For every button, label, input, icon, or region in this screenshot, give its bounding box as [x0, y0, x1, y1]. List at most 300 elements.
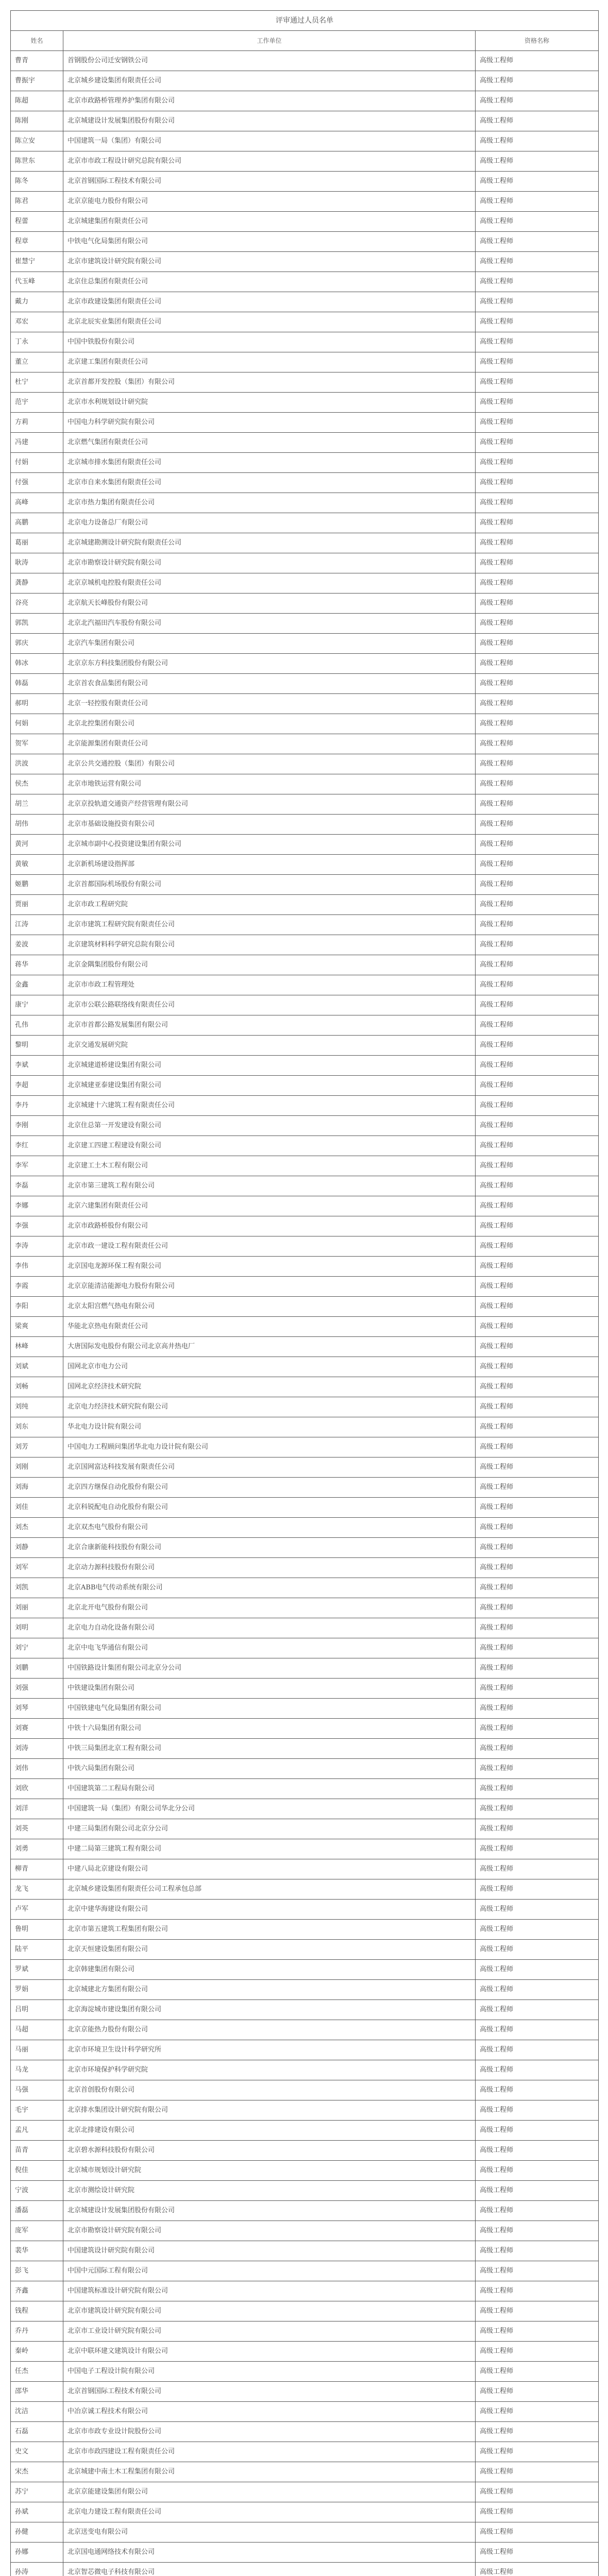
qualification-name: 高级工程师	[480, 1222, 514, 1230]
work-unit: 北京市勘察设计研究院有限公司	[63, 553, 476, 573]
person-name: 卢军	[11, 1900, 63, 1919]
person-name: 马强	[11, 2080, 63, 2100]
qualification-name: 高级工程师	[480, 2207, 514, 2214]
qualification-name: 高级工程师	[480, 1483, 514, 1491]
person-name: 罗斌	[11, 1960, 63, 1979]
person-name: 郭庆	[11, 634, 63, 653]
work-unit: 北京中建华海建设有限公司	[63, 1900, 476, 1919]
qualification-name: 高级工程师	[480, 137, 514, 145]
qualification-name: 高级工程师	[480, 1925, 514, 1933]
person-name: 贾丽	[11, 895, 63, 914]
table-row	[11, 2181, 598, 2201]
table-row	[11, 1558, 598, 1578]
table-row	[11, 2020, 598, 2040]
qualification-name: 高级工程师	[480, 1865, 514, 1873]
work-unit: 中国电力科学研究院有限公司	[63, 413, 476, 432]
table-row	[11, 1779, 598, 1799]
person-name: 秦岭	[11, 2342, 63, 2361]
table-row	[11, 1900, 598, 1920]
work-unit: 北京市热力集团有限责任公司	[63, 493, 476, 513]
person-name: 曹青	[11, 51, 63, 71]
person-name: 崔慧宁	[11, 252, 63, 272]
table-row	[11, 1679, 598, 1699]
person-name: 李强	[11, 1216, 63, 1236]
table-row	[11, 2362, 598, 2382]
work-unit: 北京城乡建设集团有限责任公司工程承包总部	[63, 1879, 476, 1899]
qualification-name: 高级工程师	[480, 1101, 514, 1109]
person-name: 孙健	[11, 2522, 63, 2542]
qualification-name: 高级工程师	[480, 1503, 514, 1511]
person-name: 冯建	[11, 433, 63, 452]
qualification-name: 高级工程师	[480, 2508, 514, 2516]
person-name: 程蕾	[11, 212, 63, 231]
table-row	[11, 1458, 598, 1478]
table-row	[11, 51, 598, 71]
table-row	[11, 2442, 598, 2462]
table-row	[11, 1216, 598, 1236]
person-name: 柳青	[11, 1859, 63, 1879]
person-name: 齐鑫	[11, 2281, 63, 2301]
qualification-name: 高级工程师	[480, 619, 514, 627]
person-name: 马龙	[11, 2060, 63, 2080]
person-name: 龙飞	[11, 1879, 63, 1899]
work-unit: 北京建工土木工程有限公司	[63, 1156, 476, 1176]
person-name: 裴华	[11, 2241, 63, 2261]
qualification-name: 高级工程师	[480, 358, 514, 366]
work-unit: 北京国电通网络技术有限公司	[63, 2543, 476, 2562]
table-row	[11, 1879, 598, 1900]
table-row	[11, 71, 598, 91]
work-unit: 北京市建筑工程研究院有限责任公司	[63, 915, 476, 935]
qualification-name: 高级工程师	[480, 459, 514, 466]
qualification-name: 高级工程师	[480, 2166, 514, 2174]
qualification-name: 高级工程师	[480, 1001, 514, 1009]
qualification-name: 高级工程师	[480, 539, 514, 547]
qualification-name: 高级工程师	[480, 2006, 514, 2013]
qualification-name: 高级工程师	[480, 378, 514, 386]
table-row	[11, 2462, 598, 2482]
person-name: 陈君	[11, 192, 63, 211]
table-row	[11, 594, 598, 614]
person-name: 龚静	[11, 573, 63, 593]
work-unit: 北京新机场建设指挥部	[63, 855, 476, 874]
qualification-name: 高级工程师	[480, 1684, 514, 1692]
person-name: 梁爽	[11, 1317, 63, 1336]
work-unit: 中铁三局集团北京工程有限公司	[63, 1739, 476, 1758]
person-name: 郝明	[11, 694, 63, 714]
person-name: 江涛	[11, 915, 63, 935]
qualification-name: 高级工程师	[480, 318, 514, 326]
work-unit: 北京双杰电气股份有限公司	[63, 1518, 476, 1537]
person-name: 刘欣	[11, 1779, 63, 1799]
qualification-name: 高级工程师	[480, 2428, 514, 2435]
table-row	[11, 1719, 598, 1739]
qualification-name: 高级工程师	[480, 2126, 514, 2134]
table-row	[11, 1498, 598, 1518]
table-row	[11, 453, 598, 473]
table-row	[11, 2321, 598, 2342]
work-unit: 北京首都国际机场股份有限公司	[63, 875, 476, 894]
person-name: 李磊	[11, 1176, 63, 1196]
qualification-name: 高级工程师	[480, 880, 514, 888]
person-name: 刘佳	[11, 1498, 63, 1517]
person-name: 吕明	[11, 2000, 63, 2020]
person-name: 刘丽	[11, 1598, 63, 1618]
person-name: 刘军	[11, 1558, 63, 1578]
qualification-name: 高级工程师	[480, 1744, 514, 1752]
qualification-name: 高级工程师	[480, 117, 514, 125]
person-name: 孙娜	[11, 2543, 63, 2562]
qualification-name: 高级工程师	[480, 197, 514, 205]
qualification-name: 高级工程师	[480, 1564, 514, 1571]
person-name: 钱程	[11, 2301, 63, 2321]
work-unit: 北京城建北方集团有限公司	[63, 1980, 476, 1999]
qualification-name: 高级工程师	[480, 921, 514, 928]
work-unit: 北京住总集团有限责任公司	[63, 272, 476, 292]
qualification-name: 高级工程师	[480, 2026, 514, 2033]
table-row	[11, 2482, 598, 2502]
table-row	[11, 2342, 598, 2362]
person-name: 陈世东	[11, 151, 63, 171]
person-name: 金鑫	[11, 975, 63, 995]
work-unit: 北京京能建设集团有限公司	[63, 2482, 476, 2502]
qualification-name: 高级工程师	[480, 1644, 514, 1652]
qualification-name: 高级工程师	[480, 2347, 514, 2355]
person-name: 潘磊	[11, 2201, 63, 2221]
work-unit: 北京碧水源科技股份有限公司	[63, 2141, 476, 2160]
qualification-name: 高级工程师	[480, 418, 514, 426]
table-row	[11, 252, 598, 272]
table-row	[11, 1739, 598, 1759]
work-unit: 北京科锐配电自动化股份有限公司	[63, 1498, 476, 1517]
work-unit: 北京市政建设集团有限责任公司	[63, 292, 476, 312]
work-unit: 北京京能热力股份有限公司	[63, 2020, 476, 2040]
work-unit: 北京建工集团有限责任公司	[63, 352, 476, 372]
person-name: 孔伟	[11, 1015, 63, 1035]
work-unit: 北京市政工程研究院	[63, 895, 476, 914]
person-name: 邓宏	[11, 312, 63, 332]
table-row	[11, 815, 598, 835]
qualification-name: 高级工程师	[480, 77, 514, 84]
qualification-name: 高级工程师	[480, 2488, 514, 2496]
qualification-name: 高级工程师	[480, 2287, 514, 2295]
work-unit: 北京市建筑设计研究院有限公司	[63, 252, 476, 272]
person-name: 刘明	[11, 1618, 63, 1638]
work-unit: 北京太阳宫燃气热电有限公司	[63, 1297, 476, 1316]
table-row	[11, 1638, 598, 1658]
work-unit: 北京市市政四建设工程有限责任公司	[63, 2442, 476, 2462]
work-unit: 北京市公联公路联络线有限责任公司	[63, 995, 476, 1015]
work-unit: 北京市政路桥股份有限公司	[63, 1216, 476, 1236]
table-row	[11, 2221, 598, 2241]
qualification-name: 高级工程师	[480, 1242, 514, 1250]
qualification-name: 高级工程师	[480, 1323, 514, 1330]
table-row	[11, 2080, 598, 2100]
person-name: 沈洁	[11, 2402, 63, 2421]
table-row	[11, 553, 598, 573]
person-name: 康宁	[11, 995, 63, 1015]
qualification-name: 高级工程师	[480, 217, 514, 225]
qualification-name: 高级工程师	[480, 1584, 514, 1591]
person-name: 李丹	[11, 1096, 63, 1115]
table-row	[11, 212, 598, 232]
work-unit: 北京市政路桥管理养护集团有限公司	[63, 91, 476, 111]
table-row	[11, 2241, 598, 2261]
table-header-row	[11, 31, 598, 51]
personnel-table	[10, 10, 599, 2576]
work-unit: 首钢股份公司迁安钢铁公司	[63, 51, 476, 71]
person-name: 陈刚	[11, 111, 63, 131]
work-unit: 大唐国际发电股份有限公司北京高井热电厂	[63, 1337, 476, 1357]
work-unit: 中国建筑第二工程局有限公司	[63, 1779, 476, 1799]
table-row	[11, 1357, 598, 1377]
work-unit: 北京市政一建设工程有限责任公司	[63, 1236, 476, 1256]
work-unit: 中国建筑一局（集团）有限公司	[63, 131, 476, 151]
person-name: 李红	[11, 1136, 63, 1156]
table-row	[11, 1598, 598, 1618]
table-row	[11, 1297, 598, 1317]
table-row	[11, 1759, 598, 1779]
table-row	[11, 2040, 598, 2060]
qualification-name: 高级工程师	[480, 1162, 514, 1170]
table-row	[11, 1839, 598, 1859]
person-name: 葛丽	[11, 533, 63, 553]
table-row	[11, 573, 598, 594]
person-name: 倪佳	[11, 2161, 63, 2180]
table-row	[11, 1960, 598, 1980]
person-name: 曹振宇	[11, 71, 63, 91]
work-unit: 北京建工四建工程建设有限公司	[63, 1136, 476, 1156]
qualification-name: 高级工程师	[480, 2548, 514, 2556]
work-unit: 中铁建设集团有限公司	[63, 1679, 476, 1698]
person-name: 刘强	[11, 1679, 63, 1698]
table-row	[11, 1518, 598, 1538]
work-unit: 中冶京诚工程技术有限公司	[63, 2402, 476, 2421]
work-unit: 北京国电龙源环保工程有限公司	[63, 1257, 476, 1276]
table-row	[11, 1819, 598, 1839]
work-unit: 北京国网富达科技发展有限责任公司	[63, 1458, 476, 1477]
work-unit: 北京送变电有限公司	[63, 2522, 476, 2542]
table-row	[11, 2201, 598, 2221]
person-name: 刘赛	[11, 1719, 63, 1738]
person-name: 李伟	[11, 1257, 63, 1276]
table-row	[11, 895, 598, 915]
qualification-name: 高级工程师	[480, 1624, 514, 1632]
person-name: 乔丹	[11, 2321, 63, 2341]
table-row	[11, 1317, 598, 1337]
table-row	[11, 192, 598, 212]
person-name: 陈冬	[11, 172, 63, 191]
qualification-name: 高级工程师	[480, 1383, 514, 1391]
person-name: 黄河	[11, 835, 63, 854]
work-unit: 中国电力工程顾问集团华北电力设计院有限公司	[63, 1437, 476, 1457]
table-row	[11, 835, 598, 855]
qualification-name: 高级工程师	[480, 338, 514, 346]
work-unit: 北京北控集团有限公司	[63, 714, 476, 734]
table-row	[11, 1136, 598, 1156]
work-unit: 北京汽车集团有限公司	[63, 634, 476, 653]
qualification-name: 高级工程师	[480, 680, 514, 687]
person-name: 马丽	[11, 2040, 63, 2060]
table-row	[11, 2382, 598, 2402]
work-unit: 北京市测绘设计研究院	[63, 2181, 476, 2200]
person-name: 姜波	[11, 935, 63, 955]
person-name: 杜宁	[11, 372, 63, 392]
person-name: 鲁明	[11, 1920, 63, 1939]
work-unit: 北京市基础设施投资有限公司	[63, 815, 476, 834]
qualification-name: 高级工程师	[480, 1142, 514, 1149]
person-name: 李斌	[11, 1056, 63, 1075]
qualification-name: 高级工程师	[480, 1945, 514, 1953]
work-unit: 北京一轻控股有限责任公司	[63, 694, 476, 714]
table-row	[11, 2261, 598, 2281]
qualification-name: 高级工程师	[480, 519, 514, 527]
table-row	[11, 734, 598, 754]
work-unit: 北京城建亚泰建设集团有限公司	[63, 1076, 476, 1095]
work-unit: 北京市工业设计研究院有限公司	[63, 2321, 476, 2341]
person-name: 苗青	[11, 2141, 63, 2160]
person-name: 刘刚	[11, 1458, 63, 1477]
work-unit: 北京交通发展研究院	[63, 1036, 476, 1055]
qualification-name: 高级工程师	[480, 559, 514, 567]
person-name: 彭飞	[11, 2261, 63, 2281]
qualification-name: 高级工程师	[480, 659, 514, 667]
work-unit: 北京ABB电气传动系统有限公司	[63, 1578, 476, 1598]
qualification-name: 高级工程师	[480, 2146, 514, 2154]
qualification-name: 高级工程师	[480, 1704, 514, 1712]
person-name: 黄敏	[11, 855, 63, 874]
table-row	[11, 433, 598, 453]
work-unit: 北京市自来水集团有限责任公司	[63, 473, 476, 493]
qualification-name: 高级工程师	[480, 860, 514, 868]
qualification-name: 高级工程师	[480, 1986, 514, 1993]
person-name: 刘静	[11, 1538, 63, 1557]
work-unit: 北京京投轨道交通资产经营管理有限公司	[63, 794, 476, 814]
work-unit: 北京市第五建筑工程集团有限公司	[63, 1920, 476, 1939]
qualification-name: 高级工程师	[480, 961, 514, 969]
work-unit: 北京首钢国际工程技术有限公司	[63, 172, 476, 191]
person-name: 李阳	[11, 1297, 63, 1316]
work-unit: 北京北汽福田汽车股份有限公司	[63, 614, 476, 633]
table-row	[11, 2141, 598, 2161]
qualification-name: 高级工程师	[480, 901, 514, 908]
person-name: 刘杰	[11, 1518, 63, 1537]
person-name: 贺军	[11, 734, 63, 754]
qualification-name: 高级工程师	[480, 2307, 514, 2315]
person-name: 毛宇	[11, 2100, 63, 2120]
qualification-name: 高级工程师	[480, 1041, 514, 1049]
work-unit: 北京城建十六建筑工程有限责任公司	[63, 1096, 476, 1115]
qualification-name: 高级工程师	[480, 1463, 514, 1471]
qualification-name: 高级工程师	[480, 700, 514, 707]
qualification-name: 高级工程师	[480, 800, 514, 808]
table-row	[11, 855, 598, 875]
person-name: 任杰	[11, 2362, 63, 2381]
work-unit: 国网北京经济技术研究院	[63, 1377, 476, 1397]
person-name: 高鹏	[11, 513, 63, 533]
person-name: 蒋华	[11, 955, 63, 975]
person-name: 洪波	[11, 754, 63, 774]
qualification-name: 高级工程师	[480, 1122, 514, 1129]
person-name: 范宇	[11, 393, 63, 412]
table-row	[11, 1417, 598, 1437]
table-row	[11, 955, 598, 975]
qualification-name: 高级工程师	[480, 97, 514, 105]
person-name: 黎明	[11, 1036, 63, 1055]
table-row	[11, 1920, 598, 1940]
qualification-name: 高级工程师	[480, 1081, 514, 1089]
qualification-name: 高级工程师	[480, 258, 514, 265]
qualification-name: 高级工程师	[480, 1443, 514, 1451]
qualification-name: 高级工程师	[480, 2267, 514, 2275]
person-name: 耿涛	[11, 553, 63, 573]
person-name: 孟凡	[11, 2121, 63, 2140]
table-row	[11, 1799, 598, 1819]
work-unit: 北京城乡建设集团有限责任公司	[63, 71, 476, 91]
person-name: 陈超	[11, 91, 63, 111]
qualification-name: 高级工程师	[480, 1021, 514, 1029]
table-row	[11, 312, 598, 332]
work-unit: 北京智芯微电子科技有限公司	[63, 2563, 476, 2576]
qualification-name: 高级工程师	[480, 2227, 514, 2234]
table-row	[11, 774, 598, 794]
work-unit: 中国中铁股份有限公司	[63, 332, 476, 352]
qualification-name: 高级工程师	[480, 2187, 514, 2194]
work-unit: 华能北京热电有限责任公司	[63, 1317, 476, 1336]
table-row	[11, 2161, 598, 2181]
header-qualification: 资格名称	[524, 37, 549, 44]
table-row	[11, 1096, 598, 1116]
table-row	[11, 754, 598, 774]
qualification-name: 高级工程师	[480, 579, 514, 587]
qualification-name: 高级工程师	[480, 1423, 514, 1431]
person-name: 方莉	[11, 413, 63, 432]
person-name: 韩磊	[11, 674, 63, 693]
work-unit: 北京电力建设工程有限责任公司	[63, 2502, 476, 2522]
table-row	[11, 1156, 598, 1176]
table-row	[11, 352, 598, 372]
qualification-name: 高级工程师	[480, 479, 514, 486]
person-name: 苏宁	[11, 2482, 63, 2502]
qualification-name: 高级工程师	[480, 2106, 514, 2114]
table-row	[11, 131, 598, 151]
qualification-name: 高级工程师	[480, 438, 514, 446]
table-row	[11, 634, 598, 654]
person-name: 马超	[11, 2020, 63, 2040]
table-row	[11, 2502, 598, 2522]
person-name: 陆平	[11, 1940, 63, 1959]
qualification-name: 高级工程师	[480, 740, 514, 748]
table-row	[11, 473, 598, 493]
table-row	[11, 332, 598, 352]
table-row	[11, 1076, 598, 1096]
work-unit: 北京市首都公路发展集团有限公司	[63, 1015, 476, 1035]
work-unit: 北京市第三建筑工程有限公司	[63, 1176, 476, 1196]
qualification-name: 高级工程师	[480, 2387, 514, 2395]
work-unit: 华北电力设计院有限公司	[63, 1417, 476, 1437]
person-name: 刘凯	[11, 1578, 63, 1598]
person-name: 邵华	[11, 2382, 63, 2401]
table-row	[11, 915, 598, 935]
work-unit: 北京建筑材料科学研究总院有限公司	[63, 935, 476, 955]
work-unit: 北京韩建集团有限公司	[63, 1960, 476, 1979]
table-row	[11, 151, 598, 172]
work-unit: 中铁六局集团有限公司	[63, 1759, 476, 1778]
qualification-name: 高级工程师	[480, 840, 514, 848]
work-unit: 中建二局第三建筑工程有限公司	[63, 1839, 476, 1859]
table-row	[11, 1578, 598, 1598]
table-row	[11, 1980, 598, 2000]
